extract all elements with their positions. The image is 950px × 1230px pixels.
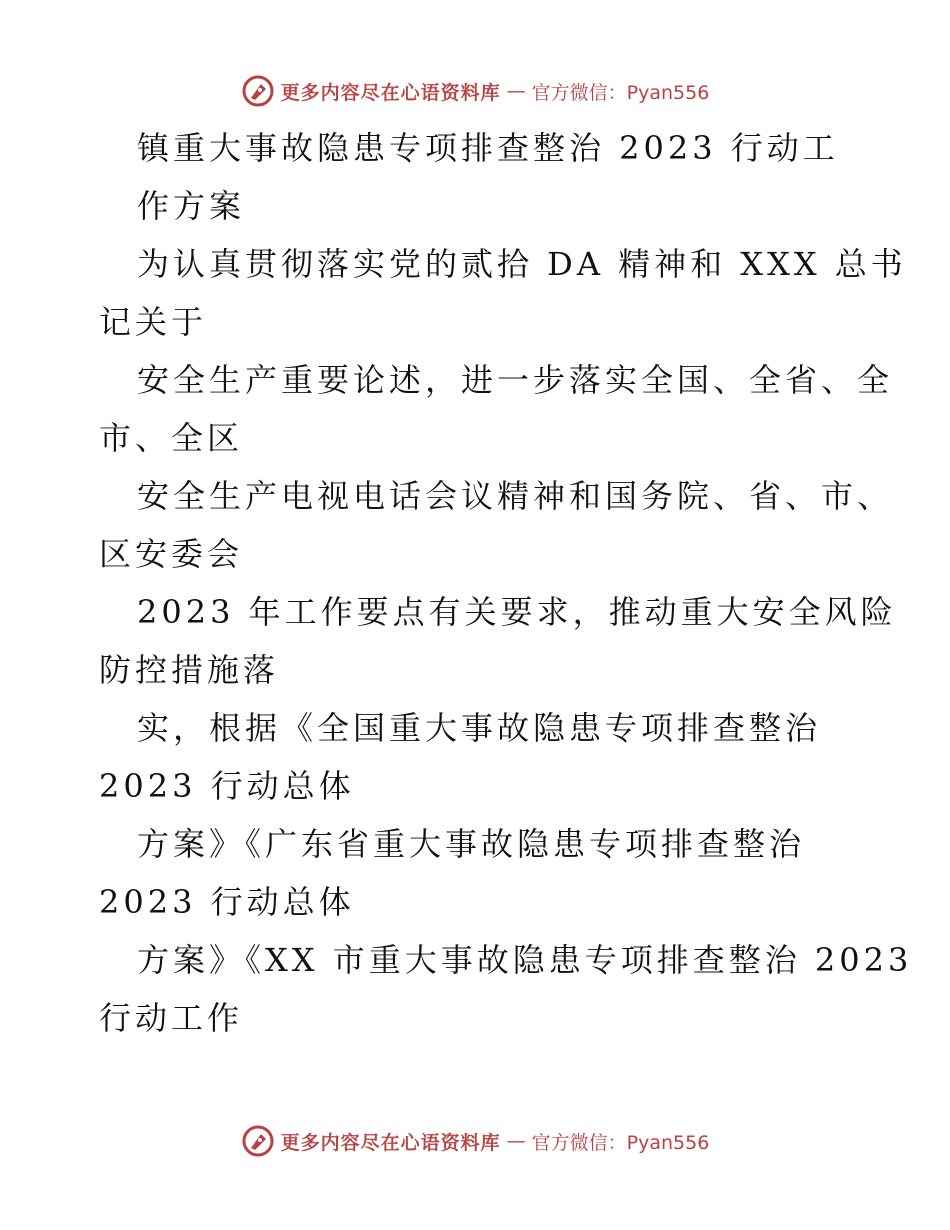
document-title-line-1: 镇重大事故隐患专项排查整治 2023 行动工 [137, 129, 839, 167]
paragraph-line: 市、全区 [99, 419, 244, 457]
paragraph-line: 2023 行动总体 [99, 883, 355, 921]
paragraph-line: 记关于 [99, 303, 208, 341]
paragraph-line: 行动工作 [99, 999, 244, 1037]
paragraph-line: 区安委会 [99, 535, 244, 573]
footer-watermark [0, 1121, 950, 1161]
paragraph-line: 为认真贯彻落实党的贰拾 DA 精神和 XXX 总书 [137, 245, 907, 283]
watermark-dash: — [506, 80, 526, 102]
watermark-dash: — [506, 1130, 526, 1152]
header-watermark [0, 71, 950, 111]
paragraph-line: 实，根据《全国重大事故隐患专项排查整治 [137, 709, 822, 747]
watermark-brand-text: 更多内容尽在心语资料库 [280, 81, 501, 104]
watermark-contact-text: 官方微信：Pyan556 [531, 81, 710, 104]
document-title-line-2: 作方案 [137, 187, 246, 225]
paragraph-line: 方案》《广东省重大事故隐患专项排查整治 [137, 825, 806, 863]
paragraph-line: 安全生产电视电话会议精神和国务院、省、市、 [137, 477, 894, 515]
watermark-contact-text: 官方微信：Pyan556 [531, 1131, 710, 1154]
paragraph-line: 2023 年工作要点有关要求，推动重大安全风险 [137, 593, 897, 631]
pen-nib-logo-icon [241, 74, 275, 108]
paragraph-line: 方案》《XX 市重大事故隐患专项排查整治 2023 [137, 941, 913, 979]
paragraph-line: 防控措施落 [99, 651, 280, 689]
paragraph-line: 2023 行动总体 [99, 767, 355, 805]
pen-nib-logo-icon [241, 1124, 275, 1158]
paragraph-line: 安全生产重要论述，进一步落实全国、全省、全 [137, 361, 894, 399]
watermark-brand-text: 更多内容尽在心语资料库 [280, 1131, 501, 1154]
